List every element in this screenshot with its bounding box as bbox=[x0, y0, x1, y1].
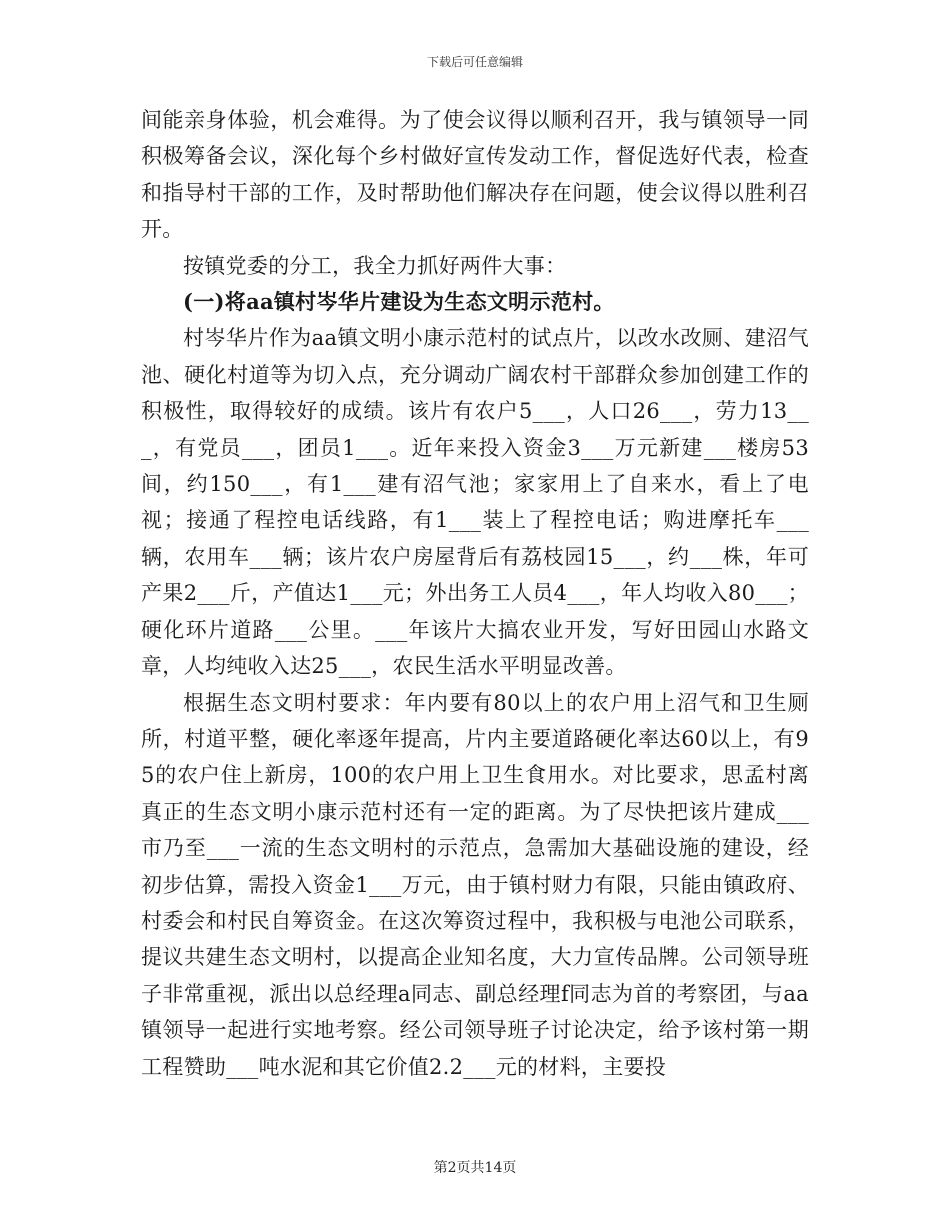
paragraph-3: 村岑华片作为aa镇文明小康示范村的试点片，以改水改厕、建沼气池、硬化村道等为切入点，充分调动广阔农村干部群众参加创建工作的积极性，取得较好的成绩。该片有农户5___，人口26___，劳力13___，有党员___，团员1___。近年来投入资金3___万元新建___楼房53间，约150___，有1___建有沼气池；家家用上了自来水，看上了电视；接通了程控电话线路，有1___装上了程控电话；购进摩托车___辆，农用车___辆；该片农户房屋背后有荔枝园15___，约___株，年可产果2___斤，产值达1___元；外出务工人员4___，年人均收入80___；硬化环片道路___公里。___年该片大搞农业开发，写好田园山水路文章，人均纯收入达25___，农民生活水平明显改善。 bbox=[141, 326, 809, 679]
page-footer: 第2页共14页 bbox=[433, 1160, 517, 1176]
section-heading: (一)将aa镇村岑华片建设为生态文明示范村。 bbox=[183, 289, 615, 315]
page-header: 下载后可任意编辑 bbox=[426, 55, 523, 69]
paragraph-2: 按镇党委的分工，我全力抓好两件大事： bbox=[183, 253, 567, 278]
document-body bbox=[141, 102, 809, 1085]
paragraph-1: 间能亲身体验，机会难得。为了使会议得以顺利召开，我与镇领导一同积极筹备会议，深化每个乡村做好宣传发动工作，督促选好代表，检查和指导村干部的工作，及时帮助他们解决存在问题，使会议得以胜利召开。 bbox=[141, 108, 809, 242]
paragraph-4: 根据生态文明村要求：年内要有80以上的农户用上沼气和卫生厕所，村道平整，硬化率逐年提高，片内主要道路硬化率达60以上，有95的农户住上新房，100的农户用上卫生食用水。对比要求，思孟村离真正的生态文明小康示范村还有一定的距离。为了尽快把该片建成___市乃至___一流的生态文明村的示范点，急需加大基础设施的建设，经初步估算，需投入资金1___万元，由于镇村财力有限，只能由镇政府、村委会和村民自筹资金。在这次筹资过程中，我积极与电池公司联系，提议共建生态文明村，以提高企业知名度，大力宣传品牌。公司领导班子非常重视，派出以总经理a同志、副总经理f同志为首的考察团，与aa镇领导一起进行实地考察。经公司领导班子讨论决定，给予该村第一期工程赞助___吨水泥和其它价值2.2___元的材料，主要投 bbox=[141, 690, 809, 1079]
